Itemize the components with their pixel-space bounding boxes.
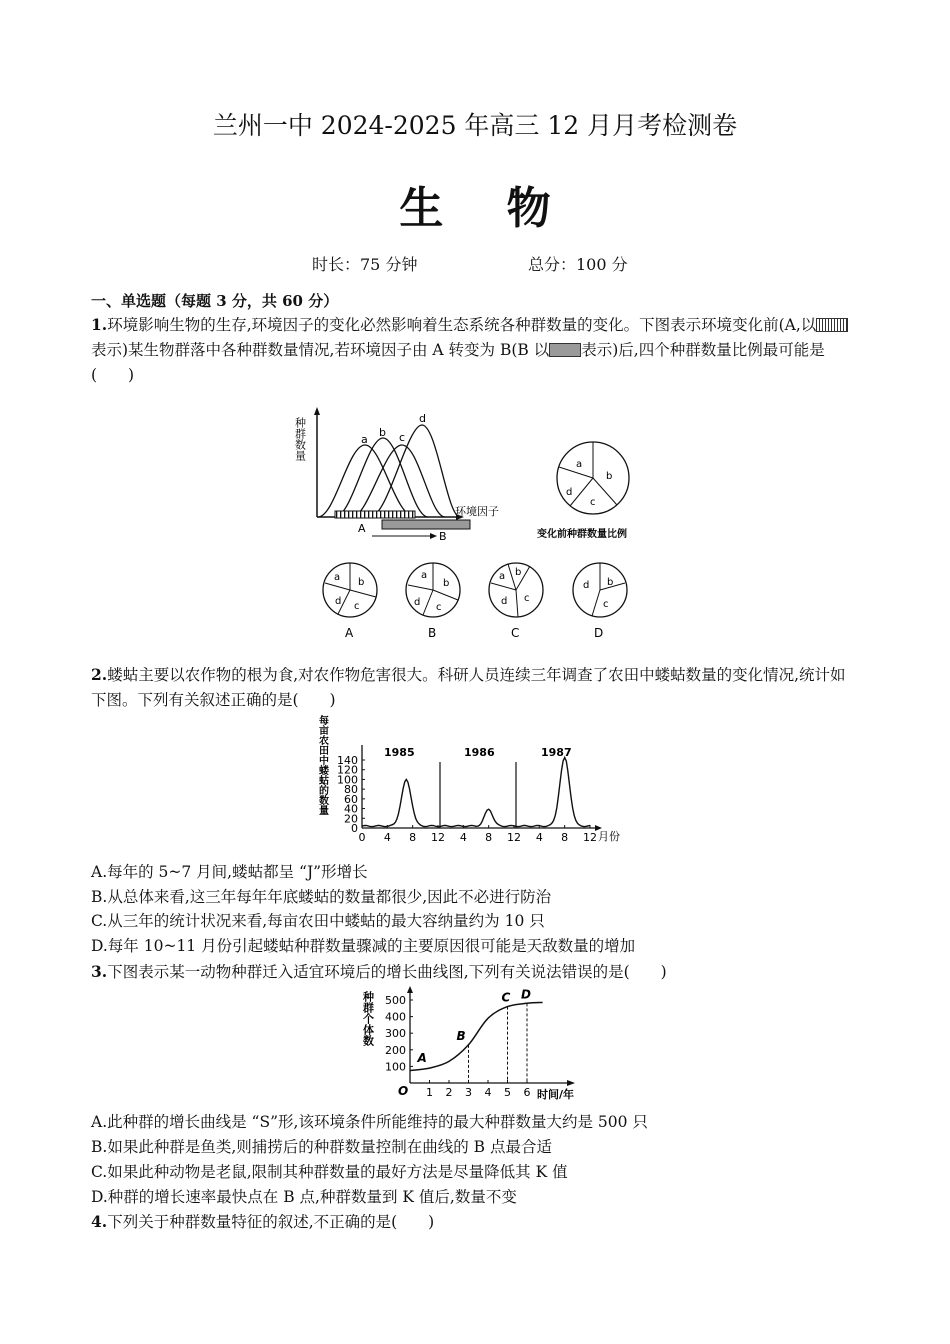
pie-before-caption: 变化前种群数量比例 xyxy=(537,529,627,540)
x-tick-label: 2 xyxy=(445,1086,453,1099)
q2-series-line xyxy=(362,758,590,827)
x-tick-label: 8 xyxy=(485,831,493,844)
y-tick-label: 60 xyxy=(344,792,358,806)
x-tick-label: 0 xyxy=(358,831,366,844)
hatched-bar-legend xyxy=(816,318,848,332)
x-tick-label: 8 xyxy=(561,831,569,844)
q3-ylabel: 种群个体数 xyxy=(361,991,375,1046)
pie-option-d xyxy=(573,563,627,617)
svg-text:c: c xyxy=(590,497,596,508)
x-tick-label: 4 xyxy=(535,831,543,844)
section-heading: 一、单选题（每题 3 分，共 60 分） xyxy=(91,292,339,310)
pie-option-c xyxy=(489,563,543,617)
q1-figure xyxy=(290,405,670,645)
x-tick-label: 8 xyxy=(409,831,417,844)
question-2: 2.蝼蛄主要以农作物的根为食,对农作物危害很大。科研人员连续三年调查了农田中蝼蛄数量的变化情况,统计如下图。下列有关叙述正确的是( ) xyxy=(91,665,846,709)
question-3: 3.下图表示某一动物种群迁入适宜环境后的增长曲线图,下列有关说法错误的是( ) xyxy=(91,962,667,981)
env-bar-b xyxy=(382,520,470,529)
q2-option-a: A.每年的 5~7 月间,蝼蛄都呈 “J”形增长 xyxy=(91,863,368,881)
pie-option-a xyxy=(323,563,377,617)
x-tick-label: 12 xyxy=(507,831,521,844)
svg-text:b: b xyxy=(443,578,450,589)
x-tick-label: 3 xyxy=(465,1086,472,1099)
exam-total-score: 总分：100 分 xyxy=(528,255,628,274)
question-number: 3. xyxy=(91,962,108,981)
curve-label-d: d xyxy=(419,412,426,425)
q2-ylabel: 每亩农田中蝼蛄的数量 xyxy=(316,715,328,815)
svg-text:d: d xyxy=(335,596,342,607)
curve-a xyxy=(318,445,415,517)
x-tick-label: 12 xyxy=(431,831,445,844)
y-tick-label: 100 xyxy=(385,1060,406,1074)
y-tick-label: 140 xyxy=(337,754,358,767)
svg-text:a: a xyxy=(334,572,341,583)
pie-before xyxy=(557,442,629,514)
svg-text:d: d xyxy=(583,580,590,591)
year-label: 1986 xyxy=(464,746,495,759)
curve-label-a: a xyxy=(361,433,368,446)
svg-text:b: b xyxy=(358,577,365,588)
q3-guides xyxy=(469,1003,528,1083)
point-label: A xyxy=(417,1051,427,1066)
x-tick-label: 1 xyxy=(426,1086,433,1099)
svg-text:c: c xyxy=(436,602,442,613)
y-tick-label: 40 xyxy=(344,802,358,816)
curve-label-c: c xyxy=(399,431,406,444)
x-tick-label: 6 xyxy=(523,1086,531,1099)
svg-text:d: d xyxy=(414,597,421,608)
svg-text:c: c xyxy=(603,599,609,610)
option-label-b: B xyxy=(428,626,437,640)
x-tick-label: 4 xyxy=(459,831,467,844)
year-label: 1985 xyxy=(384,746,415,759)
q2-option-b: B.从总体来看,这三年每年年底蝼蛄的数量都很少,因此不必进行防治 xyxy=(91,888,552,906)
curve-label-b: b xyxy=(379,426,386,439)
question-number: 1. xyxy=(91,315,108,334)
q3-option-d: D.种群的增长速率最快点在 B 点,种群数量到 K 值后,数量不变 xyxy=(91,1188,517,1206)
option-label-a: A xyxy=(345,626,354,640)
curve-c xyxy=(352,445,445,517)
svg-text:d: d xyxy=(501,596,508,607)
q2-xlabel: 月份 xyxy=(598,830,620,843)
x-tick-label: 4 xyxy=(383,831,391,844)
bar-b-label: B xyxy=(439,530,447,543)
option-label-c: C xyxy=(511,626,520,640)
point-label: D xyxy=(521,987,531,1002)
question-1: 1.环境影响生物的生存,环境因子的变化必然影响着生态系统各种群数量的变化。下图表示环境变化前(A,以表示)某生物群落中各种群数量情况,若环境因子由 A 转变为 B(B 以 表示)后,四个种群数量比例最可能是( ) xyxy=(91,312,861,388)
exam-duration: 时长：75 分钟 xyxy=(312,255,418,274)
x-tick-label: 5 xyxy=(504,1086,511,1099)
svg-text:d: d xyxy=(566,487,573,498)
svg-text:a: a xyxy=(421,570,428,581)
svg-text:b: b xyxy=(515,567,522,578)
pie-option-b xyxy=(406,563,460,617)
point-label: B xyxy=(456,1028,466,1043)
y-tick-label: 500 xyxy=(385,994,406,1007)
q2-option-d: D.每年 10~11 月份引起蝼蛄种群数量骤减的主要原因很可能是天敌数量的增加 xyxy=(91,937,636,955)
y-tick-label: 0 xyxy=(351,822,358,835)
svg-text:c: c xyxy=(524,593,530,604)
y-tick-label: 100 xyxy=(337,773,358,787)
q2-option-c: C.从三年的统计状况来看,每亩农田中蝼蛄的最大容纳量约为 10 只 xyxy=(91,912,545,930)
y-tick-label: 80 xyxy=(344,783,358,797)
q3-option-b: B.如果此种群是鱼类,则捕捞后的种群数量控制在曲线的 B 点最合适 xyxy=(91,1138,552,1156)
svg-text:a: a xyxy=(499,571,506,582)
y-tick-label: 120 xyxy=(337,763,358,777)
q3-chart xyxy=(361,985,595,1107)
option-label-d: D xyxy=(594,626,604,640)
y-tick-label: 20 xyxy=(344,812,358,826)
exam-title: 兰州一中 2024-2025 年高三 12 月月考检测卷 xyxy=(212,111,738,140)
x-tick-label: 4 xyxy=(484,1086,492,1099)
q3-s-curve xyxy=(410,1003,543,1071)
origin-label: O xyxy=(398,1084,409,1098)
point-label: C xyxy=(501,990,511,1005)
question-4: 4.下列关于种群数量特征的叙述,不正确的是( ) xyxy=(91,1212,435,1231)
q1-xlabel: 环境因子 xyxy=(455,505,499,518)
q3-option-a: A.此种群的增长曲线是 “S”形,该环境条件所能维持的最大种群数量大约是 500 只 xyxy=(91,1113,648,1131)
svg-text:a: a xyxy=(576,459,583,470)
question-number: 4. xyxy=(91,1212,108,1231)
question-number: 2. xyxy=(91,665,108,684)
bar-a-label: A xyxy=(358,522,366,535)
q1-ylabel: 种群数量 xyxy=(293,417,307,461)
q2-y-ticks xyxy=(337,754,365,835)
y-tick-label: 200 xyxy=(385,1043,406,1057)
q3-option-c: C.如果此种动物是老鼠,限制其种群数量的最好方法是尽量降低其 K 值 xyxy=(91,1163,568,1181)
year-label: 1987 xyxy=(541,746,572,759)
q3-xlabel: 时间/年 xyxy=(537,1088,575,1101)
y-tick-label: 400 xyxy=(385,1010,406,1024)
q3-point-labels xyxy=(417,987,532,1065)
gray-bar-legend xyxy=(549,343,581,357)
q2-chart xyxy=(316,710,640,850)
svg-text:b: b xyxy=(607,577,614,588)
svg-text:b: b xyxy=(606,471,613,482)
subject-title: 生 物 xyxy=(399,183,575,234)
env-bar-a xyxy=(335,511,415,518)
y-tick-label: 300 xyxy=(385,1027,406,1041)
x-tick-label: 12 xyxy=(583,831,597,844)
svg-text:c: c xyxy=(354,601,360,612)
